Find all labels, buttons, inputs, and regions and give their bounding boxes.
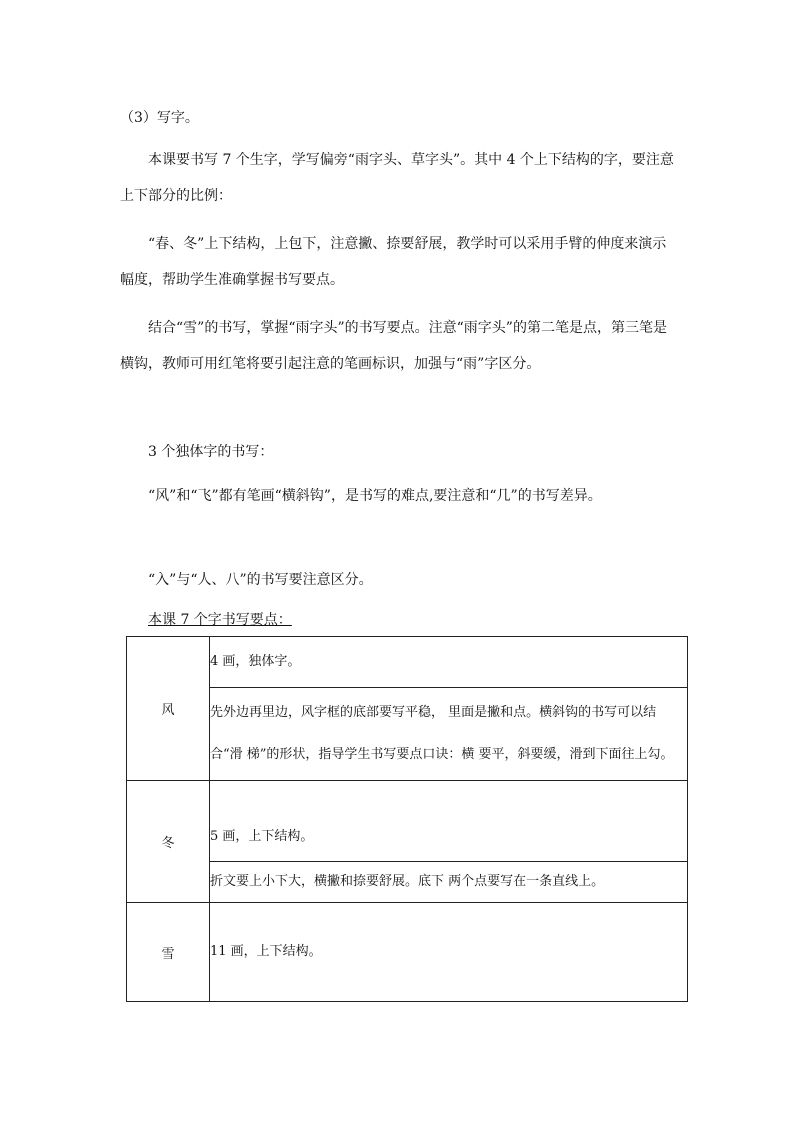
single-char-heading: 3 个独体字的书写：	[148, 444, 274, 460]
char-cell-dong: 冬	[127, 781, 210, 903]
table-caption	[120, 602, 680, 638]
table-row	[127, 903, 688, 1002]
table-row	[127, 862, 688, 903]
table-row	[127, 688, 688, 781]
char-cell-feng: 风	[127, 637, 210, 781]
writing-notes-cell: 折文要上小下大，横撇和捺要舒展。底下 两个点要写在一条直线上。	[210, 862, 688, 903]
char-cell-xue: 雪	[127, 903, 210, 1002]
intro-paragraph: 本课要书写 7 个生字，学写偏旁“雨字头、草字头”。其中 4 个上下结构的字，要注意 上下部分的比例：	[120, 152, 674, 204]
character-table	[126, 636, 688, 1002]
table-row	[127, 781, 688, 862]
chun-dong-paragraph: “春、冬”上下结构，上包下，注意撇、捺要舒展，教学时可以采用手臂的伸度来演示幅度，帮助学生准确掌握书写要点。	[120, 236, 667, 288]
section-heading: （3）写字。	[120, 110, 199, 126]
stroke-count-cell: 5 画，上下结构。	[210, 781, 688, 862]
table-row	[127, 637, 688, 688]
xue-paragraph: 结合“雪”的书写，掌握“雨字头”的书写要点。注意“雨字头”的第二笔是点，第三笔是横钩，教师可用红笔将要引起注意的笔画标识，加强与“雨”字区分。	[120, 320, 667, 372]
ru-paragraph: “入”与“人、八”的书写要注意区分。	[148, 572, 373, 588]
stroke-count-cell: 4 画，独体字。	[210, 637, 688, 688]
writing-notes-cell: 先外边再里边，风字框的底部要写平稳， 里面是撇和点。横斜钩的书写可以结合“滑 梯”的形状，指导学生书写要点口诀：横 要平，斜要缓，滑到下面往上勾。	[210, 688, 688, 781]
stroke-count-cell: 11 画，上下结构。	[210, 903, 688, 1002]
table-caption-text: 本课 7 个字书写要点：	[148, 612, 292, 628]
feng-fei-paragraph: “风”和“飞”都有笔画“横斜钩”，是书写的难点,要注意和“几”的书写差异。	[148, 488, 602, 504]
